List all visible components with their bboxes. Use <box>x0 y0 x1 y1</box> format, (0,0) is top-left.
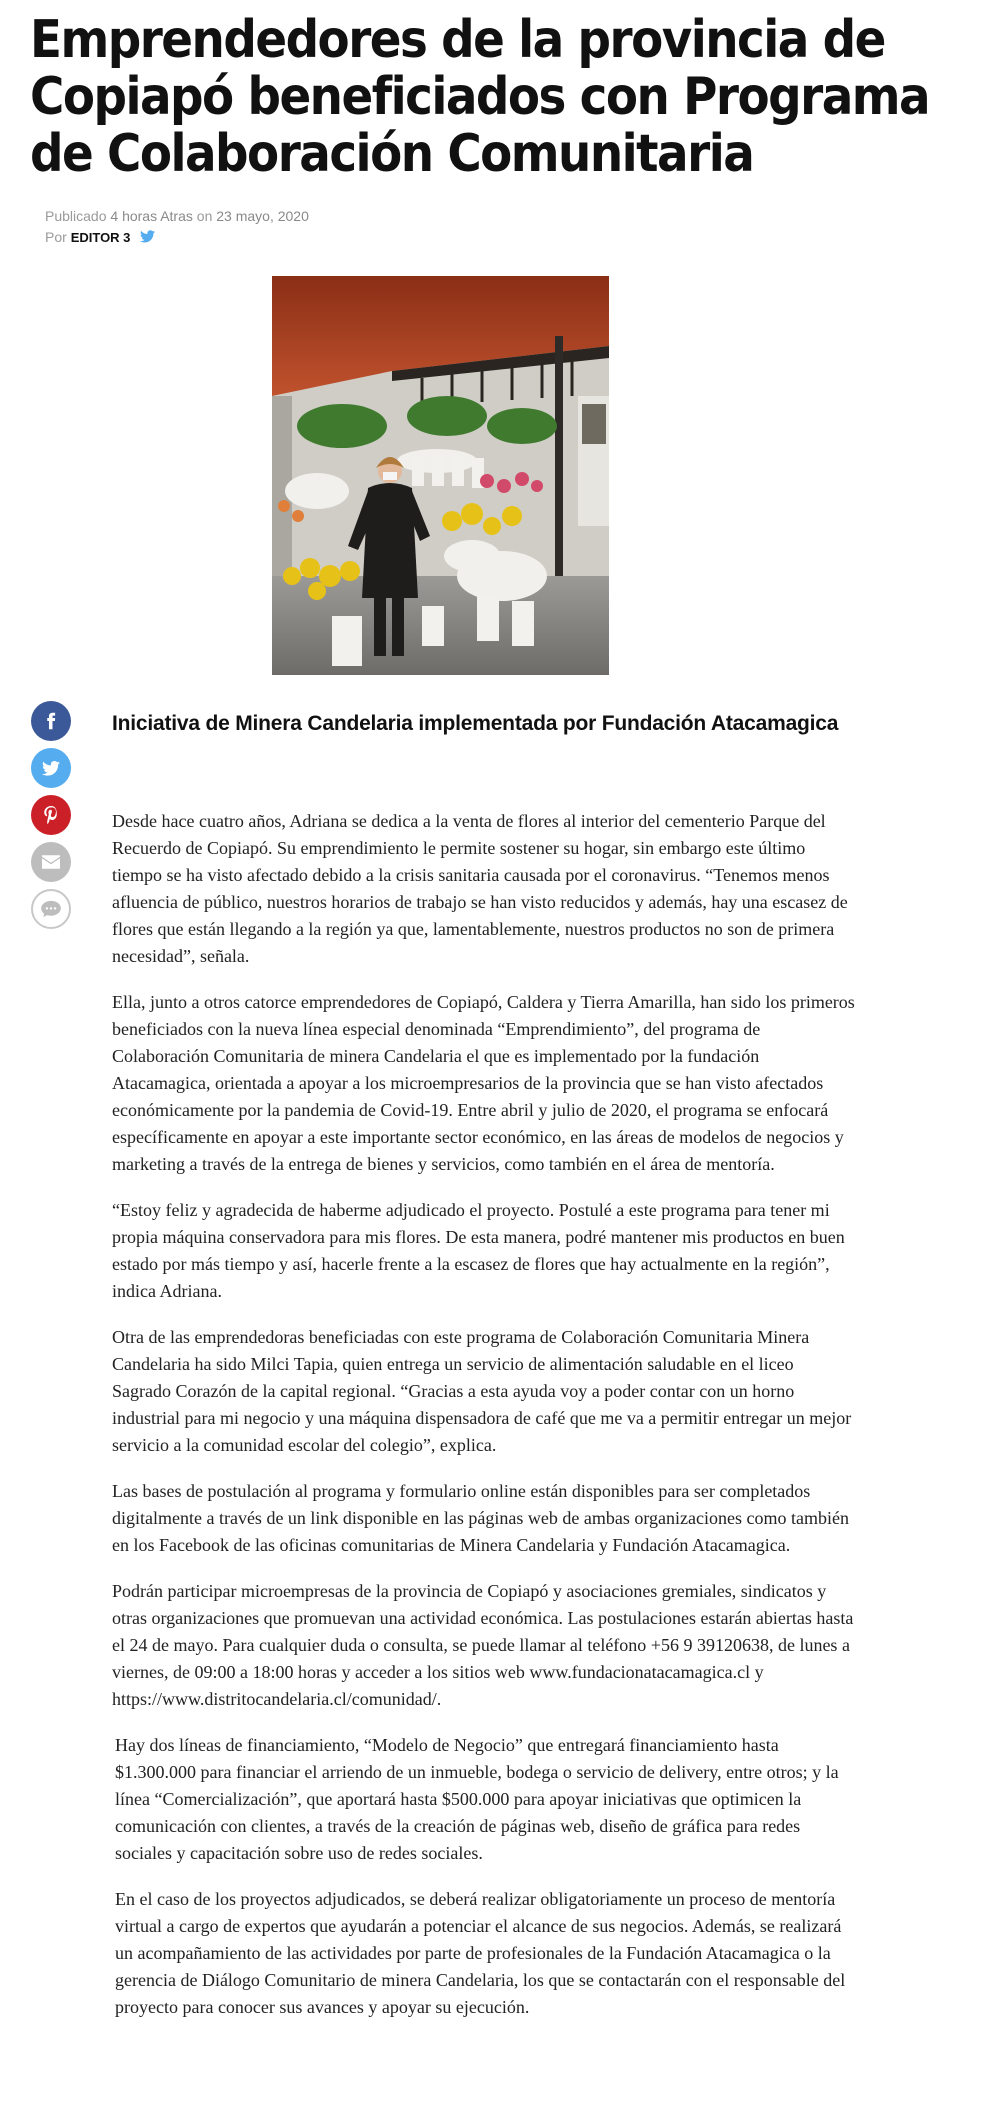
author-line <box>45 227 309 248</box>
paragraph: Otra de las emprendedoras beneficiadas con este programa de Colaboración Comunitaria Minera Candelaria ha sido Milci Tapia, quien entrega un servicio de alimentación saludable en el liceo Sagrado Corazón de la capital regional. “Gracias a esta ayuda voy a poder contar con un horno industrial para mi negocio y una máquina dispensadora de café que me va a permitir entregar un mejor servicio a la comunidad escolar del colegio”, explica. <box>112 1327 852 1455</box>
share-email-button[interactable] <box>31 842 71 882</box>
article-photo <box>272 276 609 675</box>
by-label: Por <box>45 229 67 245</box>
facebook-icon <box>42 712 60 730</box>
share-twitter-button[interactable] <box>31 748 71 788</box>
relative-time: 4 horas Atras <box>110 208 193 224</box>
share-bar <box>31 701 71 936</box>
article-meta <box>45 206 309 248</box>
paragraph: Desde hace cuatro años, Adriana se dedica a la venta de flores al interior del cementerio Parque del Recuerdo de Copiapó. Su emprendimiento le permite sostener su hogar, sin embargo este último tiempo se ha visto afectado debido a la crisis sanitaria causada por el coronavirus. “Tenemos menos afluencia de público, nuestros horarios de trabajo se han visto reducidos y además, hay una escasez de flores que están llegando a la región ya que, lamentablemente, nuestros productos no son de primera necesidad”, señala. <box>112 811 848 966</box>
paragraph: Podrán participar microempresas de la provincia de Copiapó y asociaciones gremiales, sindicatos y otras organizaciones que promuevan una actividad económica. Las postulaciones estarán abiertas hasta el 24 de mayo. Para cualquier duda o consulta, se puede llamar al teléfono +56 9 39120638, de lunes a viernes, de 09:00 a 18:00 horas y acceder a los sitios web www.fundacionatacamagica.cl y https://www.distritocandelaria.cl/comunidad/. <box>112 1581 854 1709</box>
published-label: Publicado <box>45 208 107 224</box>
author-link[interactable]: EDITOR 3 <box>70 230 131 245</box>
share-facebook-button[interactable] <box>31 701 71 741</box>
article-subtitle: Iniciativa de Minera Candelaria implementada por Fundación Atacamagica <box>112 712 839 735</box>
paragraph: Ella, junto a otros catorce emprendedores de Copiapó, Caldera y Tierra Amarilla, han sido los primeros beneficiados con la nueva línea especial denominada “Emprendimiento”, del programa de Colaboración Comunitaria de minera Candelaria el que es implementado por la fundación Atacamagica, orientada a apoyar a los microempresarios de la provincia que se han visto afectados económicamente por la pandemia de Covid-19. Entre abril y julio de 2020, el programa se enfocará específicamente en apoyar a este importante sector económico, en las áreas de modelos de negocios y marketing a través de la entrega de bienes y servicios, como también en el área de mentoría. <box>112 992 855 1174</box>
twitter-icon <box>42 761 60 776</box>
comments-button[interactable] <box>31 889 71 929</box>
publish-date: 23 mayo, 2020 <box>216 208 309 224</box>
paragraph: “Estoy feliz y agradecida de haberme adjudicado el proyecto. Postulé a este programa para tener mi propia máquina conservadora para mis flores. De esta manera, podré mantener mis productos en buen estado por más tiempo y así, hacerle frente a la escasez de flores que hay actualmente en la región”, indica Adriana. <box>112 1200 845 1301</box>
comment-icon <box>41 900 61 918</box>
share-pinterest-button[interactable] <box>31 795 71 835</box>
on-label: on <box>196 208 213 224</box>
email-icon <box>42 855 60 869</box>
article-body <box>112 808 857 2040</box>
paragraph: Las bases de postulación al programa y formulario online están disponibles para ser completados digitalmente a través de un link disponible en las páginas web de ambas organizaciones como también en los Facebook de las oficinas comunitarias de Minera Candelaria y Fundación Atacamagica. <box>112 1481 849 1555</box>
paragraph: En el caso de los proyectos adjudicados, se deberá realizar obligatoriamente un proceso de mentoría virtual a cargo de expertos que ayudarán a potenciar el alcance de sus negocios. Además, se realizará un acompañamiento de las actividades por parte de profesionales de la Fundación Atacamagica o la gerencia de Diálogo Comunitario de minera Candelaria, los que se contactarán con el responsable del proyecto para conocer sus avances y apoyar su ejecución. <box>115 1889 846 2017</box>
publish-line <box>45 206 309 227</box>
author-twitter-icon[interactable] <box>140 228 155 241</box>
pinterest-icon <box>43 806 59 824</box>
paragraph: Hay dos líneas de financiamiento, “Modelo de Negocio” que entregará financiamiento hasta $1.300.000 para financiar el arriendo de un inmueble, bodega o servicio de delivery, entre otros; y la línea “Comercialización”, que aportará hasta $500.000 para apoyar iniciativas que optimicen la comunicación con clientes, a través de la creación de páginas web, diseño de gráfica para redes sociales y capacitación sobre uso de redes sociales. <box>115 1735 839 1863</box>
article-title: Emprendedores de la provincia de Copiapó beneficiados con Programa de Colaboración Comunitaria <box>30 10 930 185</box>
